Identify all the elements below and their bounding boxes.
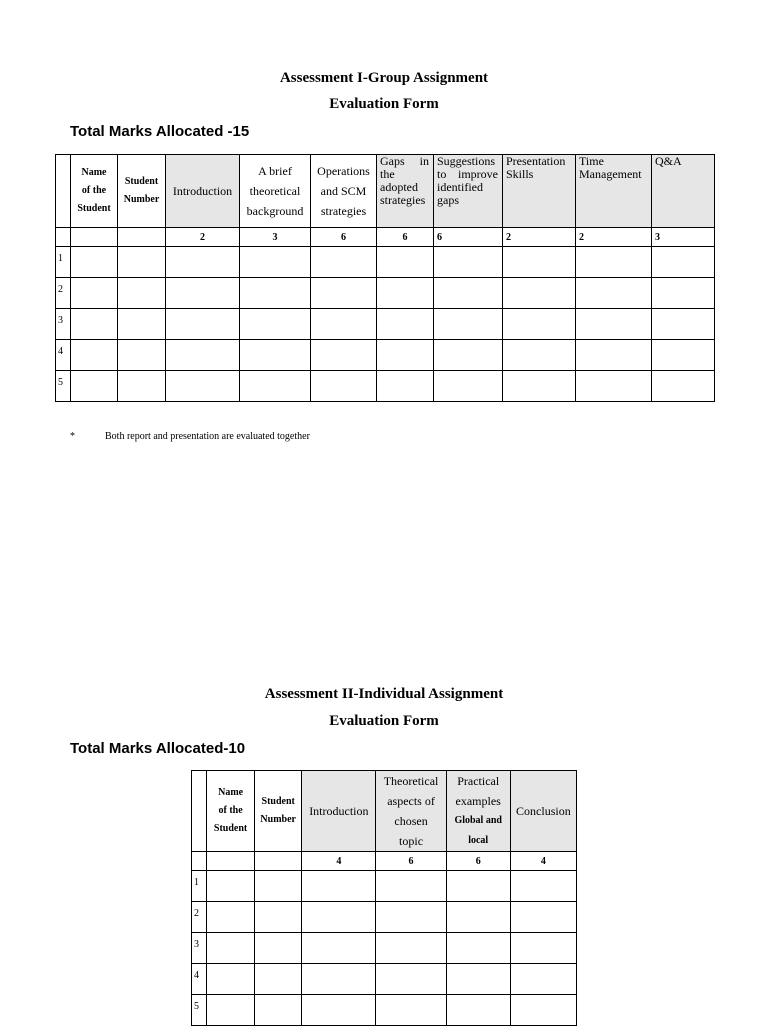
form2-entry-cell[interactable] <box>302 902 376 933</box>
footnote-asterisk: * <box>70 431 75 442</box>
form1-entry-cell[interactable] <box>576 371 652 402</box>
form1-entry-cell[interactable] <box>503 371 576 402</box>
form2-student-row <box>192 995 577 1026</box>
form1-entry-cell[interactable] <box>118 340 166 371</box>
form2-entry-cell[interactable] <box>376 995 446 1026</box>
form2-mark-theory: 6 <box>376 852 446 871</box>
form1-entry-cell[interactable] <box>240 278 311 309</box>
form2-entry-cell[interactable] <box>376 902 446 933</box>
form1-subtitle: Evaluation Form <box>329 96 439 112</box>
form1-student-row <box>56 278 715 309</box>
form2-entry-cell[interactable] <box>510 964 576 995</box>
form2-header-theory: Theoretical aspects of chosen topic <box>376 771 446 852</box>
form2-header-introduction: Introduction <box>302 771 376 852</box>
form1-entry-cell[interactable] <box>434 309 503 340</box>
form1-entry-cell[interactable] <box>652 247 715 278</box>
form2-entry-cell[interactable] <box>510 933 576 964</box>
form2-entry-cell[interactable] <box>510 995 576 1026</box>
form1-entry-cell[interactable] <box>576 278 652 309</box>
form2-title: Assessment II-Individual Assignment <box>264 686 504 702</box>
form1-entry-cell[interactable] <box>311 278 377 309</box>
form2-row-number: 1 <box>192 871 207 902</box>
form2-entry-cell[interactable] <box>255 995 302 1026</box>
form2-entry-cell[interactable] <box>302 964 376 995</box>
form1-mark-introduction: 2 <box>166 228 240 247</box>
form2-header-name: Name of the Student <box>207 771 255 852</box>
form1-entry-cell[interactable] <box>377 340 434 371</box>
form2-entry-cell[interactable] <box>207 902 255 933</box>
form1-student-row <box>56 247 715 278</box>
form1-header-background: A brief theoretical background <box>240 155 311 228</box>
form1-entry-cell[interactable] <box>71 340 118 371</box>
form2-row-number: 3 <box>192 933 207 964</box>
form1-entry-cell[interactable] <box>240 309 311 340</box>
form2-entry-cell[interactable] <box>255 964 302 995</box>
form2-subtitle: Evaluation Form <box>329 713 439 729</box>
form2-mark-practical: 6 <box>446 852 510 871</box>
form1-row-number: 4 <box>56 340 71 371</box>
form1-marks-row <box>56 228 715 247</box>
form2-student-row <box>192 933 577 964</box>
form1-header-qa: Q&A <box>652 155 715 228</box>
form1-entry-cell[interactable] <box>71 371 118 402</box>
form2-entry-cell[interactable] <box>207 964 255 995</box>
form2-entry-cell[interactable] <box>510 871 576 902</box>
form1-row-number: 1 <box>56 247 71 278</box>
form2-mark-conclusion: 4 <box>510 852 576 871</box>
form1-entry-cell[interactable] <box>166 340 240 371</box>
form1-entry-cell[interactable] <box>118 278 166 309</box>
form2-entry-cell[interactable] <box>302 871 376 902</box>
form1-entry-cell[interactable] <box>377 278 434 309</box>
form1-entry-cell[interactable] <box>652 309 715 340</box>
form1-entry-cell[interactable] <box>71 309 118 340</box>
form1-mark-qa: 3 <box>652 228 715 247</box>
form1-entry-cell[interactable] <box>311 371 377 402</box>
form2-entry-cell[interactable] <box>376 871 446 902</box>
form2-header-index <box>192 771 207 852</box>
form1-entry-cell[interactable] <box>166 309 240 340</box>
form1-entry-cell[interactable] <box>434 278 503 309</box>
form1-mark-suggestions: 6 <box>434 228 503 247</box>
form1-header-operations: Operations and SCM strategies <box>311 155 377 228</box>
form2-marks-row <box>192 852 577 871</box>
form1-entry-cell[interactable] <box>71 247 118 278</box>
form1-entry-cell[interactable] <box>576 247 652 278</box>
form1-row-number: 3 <box>56 309 71 340</box>
form1-entry-cell[interactable] <box>118 371 166 402</box>
form1-title: Assessment I-Group Assignment <box>279 70 489 86</box>
form2-row-number: 5 <box>192 995 207 1026</box>
form1-header-name: Name of the Student <box>71 155 118 228</box>
form2-entry-cell[interactable] <box>446 902 510 933</box>
form1-header-suggestions: Suggestions to improve identified gaps <box>434 155 503 228</box>
form1-mark-time: 2 <box>576 228 652 247</box>
form1-entry-cell[interactable] <box>118 309 166 340</box>
form1-mark-presentation: 2 <box>503 228 576 247</box>
form2-entry-cell[interactable] <box>376 964 446 995</box>
form2-entry-cell[interactable] <box>446 995 510 1026</box>
form2-entry-cell[interactable] <box>207 871 255 902</box>
form1-entry-cell[interactable] <box>377 247 434 278</box>
form2-entry-cell[interactable] <box>510 902 576 933</box>
form2-header-conclusion: Conclusion <box>510 771 576 852</box>
form2-student-row <box>192 871 577 902</box>
form1-entry-cell[interactable] <box>652 340 715 371</box>
form1-mark-operations: 6 <box>311 228 377 247</box>
form2-entry-cell[interactable] <box>207 933 255 964</box>
form1-entry-cell[interactable] <box>576 309 652 340</box>
form1-entry-cell[interactable] <box>652 371 715 402</box>
form1-header-index <box>56 155 71 228</box>
form2-student-row <box>192 902 577 933</box>
form1-mark-background: 3 <box>240 228 311 247</box>
form2-entry-cell[interactable] <box>446 871 510 902</box>
form1-student-row <box>56 309 715 340</box>
form1-entry-cell[interactable] <box>503 247 576 278</box>
form2-total-marks: Total Marks Allocated-10 <box>70 740 246 757</box>
form1-header-presentation: Presentation Skills <box>503 155 576 228</box>
form1-entry-cell[interactable] <box>71 278 118 309</box>
form2-entry-cell[interactable] <box>255 933 302 964</box>
form2-evaluation-table <box>191 770 577 1026</box>
form1-entry-cell[interactable] <box>240 340 311 371</box>
form1-entry-cell[interactable] <box>118 247 166 278</box>
form1-entry-cell[interactable] <box>576 340 652 371</box>
form2-entry-cell[interactable] <box>255 871 302 902</box>
form1-mark-gaps: 6 <box>377 228 434 247</box>
form1-entry-cell[interactable] <box>377 309 434 340</box>
form2-student-row <box>192 964 577 995</box>
form1-header-gaps: Gaps in the adopted strategies <box>377 155 434 228</box>
form1-entry-cell[interactable] <box>166 278 240 309</box>
footnote-text: Both report and presentation are evaluated together <box>105 431 310 442</box>
form2-entry-cell[interactable] <box>446 933 510 964</box>
form1-entry-cell[interactable] <box>311 247 377 278</box>
form2-header-row <box>192 771 577 852</box>
form2-entry-cell[interactable] <box>255 902 302 933</box>
form1-student-row <box>56 340 715 371</box>
form1-entry-cell[interactable] <box>240 247 311 278</box>
form2-row-number: 4 <box>192 964 207 995</box>
form2-row-number: 2 <box>192 902 207 933</box>
form1-entry-cell[interactable] <box>377 371 434 402</box>
form1-entry-cell[interactable] <box>166 371 240 402</box>
form1-entry-cell[interactable] <box>166 247 240 278</box>
form2-entry-cell[interactable] <box>446 964 510 995</box>
form1-entry-cell[interactable] <box>311 340 377 371</box>
form1-header-student-number: Student Number <box>118 155 166 228</box>
form1-student-row <box>56 371 715 402</box>
form1-entry-cell[interactable] <box>240 371 311 402</box>
form2-entry-cell[interactable] <box>302 933 376 964</box>
form1-entry-cell[interactable] <box>503 278 576 309</box>
form2-entry-cell[interactable] <box>302 995 376 1026</box>
form1-header-row <box>56 155 715 228</box>
form1-entry-cell[interactable] <box>311 309 377 340</box>
form1-header-introduction: Introduction <box>166 155 240 228</box>
form2-entry-cell[interactable] <box>207 995 255 1026</box>
form2-header-student-number: Student Number <box>255 771 302 852</box>
form1-entry-cell[interactable] <box>434 340 503 371</box>
form1-entry-cell[interactable] <box>503 309 576 340</box>
form1-total-marks: Total Marks Allocated -15 <box>70 123 250 140</box>
form2-header-practical: Practical examples Global and local <box>446 771 510 852</box>
form1-entry-cell[interactable] <box>503 340 576 371</box>
form1-header-time: Time Management <box>576 155 652 228</box>
form1-entry-cell[interactable] <box>434 247 503 278</box>
form1-entry-cell[interactable] <box>434 371 503 402</box>
form1-row-number: 5 <box>56 371 71 402</box>
form1-entry-cell[interactable] <box>652 278 715 309</box>
form2-mark-introduction: 4 <box>302 852 376 871</box>
form1-evaluation-table <box>55 154 715 402</box>
form2-entry-cell[interactable] <box>376 933 446 964</box>
form1-row-number: 2 <box>56 278 71 309</box>
